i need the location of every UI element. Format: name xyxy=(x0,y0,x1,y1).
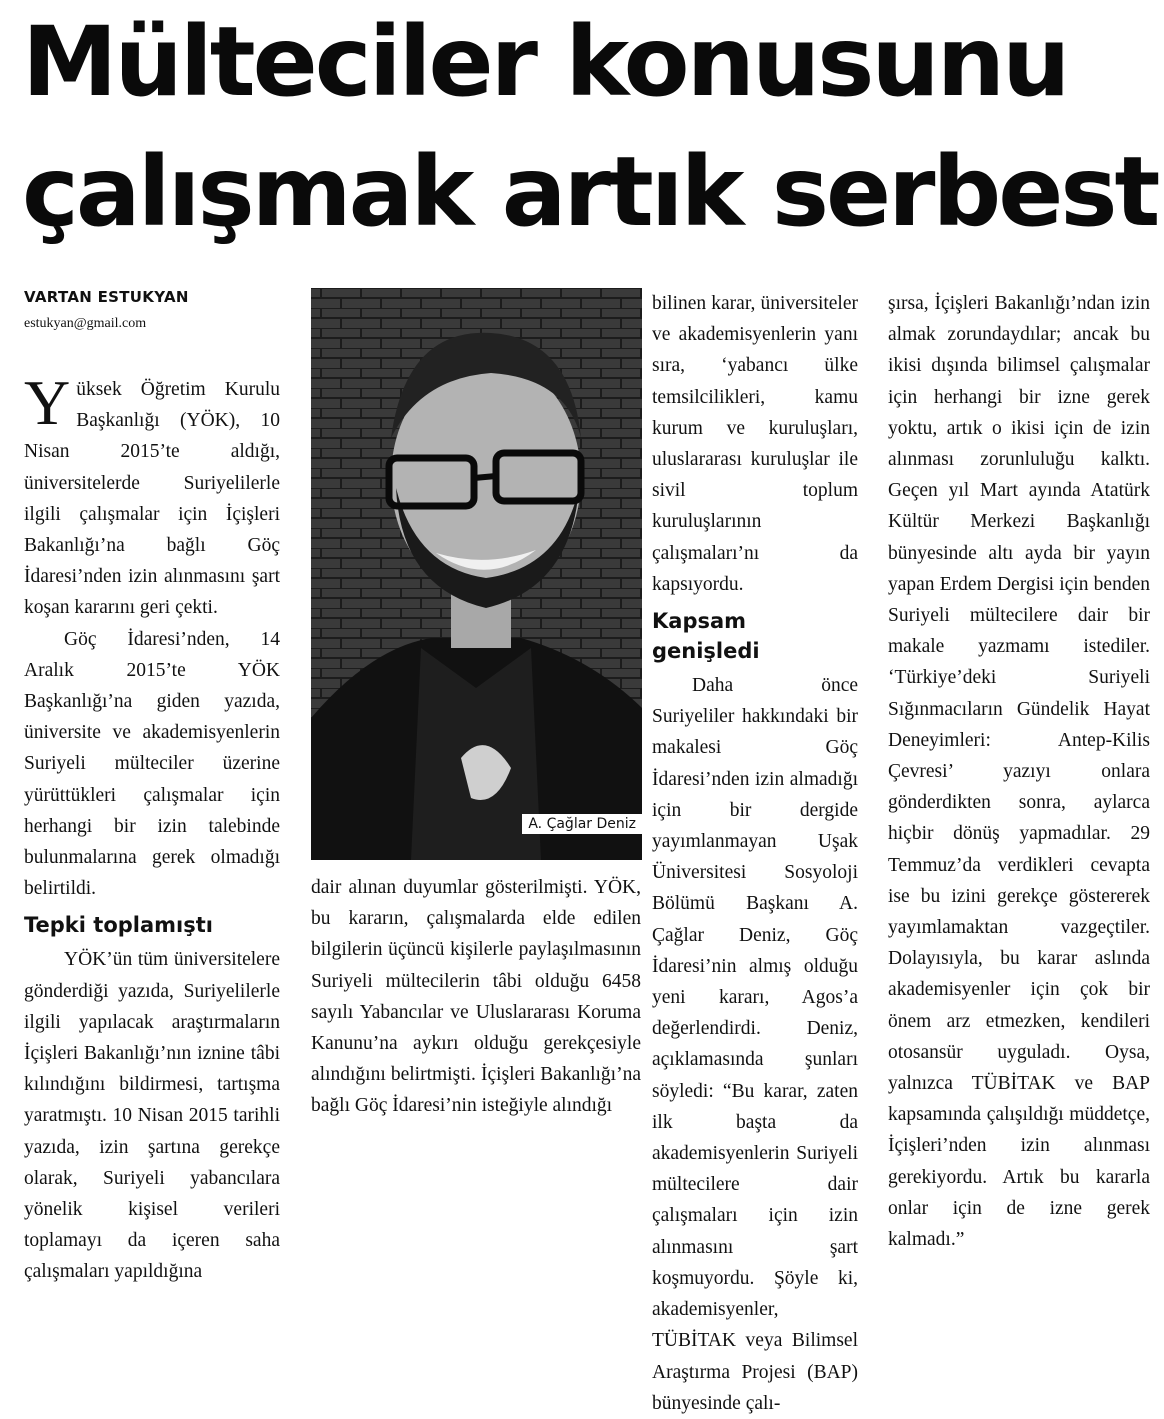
headline-line-1: Mülteciler konusunu xyxy=(22,6,1068,118)
photo-caption: A. Çağlar Deniz xyxy=(522,814,642,834)
article-column-4 xyxy=(888,288,1150,1255)
paragraph: YÖK’ün tüm üniversitelere gönderdiği yazıda, Suriyelilerle ilgili yapılacak araştırmaların İçişleri Bakanlığı’nın iznine tâbi kılındığını bildirmesi, tartışma yaratmıştı. 10 Nisan 2015 tarihli yazıda, izin şartına gerekçe olarak, Suriyeli yabancılara yönelik kişisel verileri toplamayı da içeren saha çalışmaları yapıldığına xyxy=(24,949,280,1283)
portrait-photo xyxy=(311,288,642,860)
drop-cap: Y xyxy=(24,367,71,438)
author-name: VARTAN ESTUKYAN xyxy=(24,288,189,306)
article-column-1 xyxy=(24,367,280,1288)
paragraph-text: üksek Öğretim Kurulu Başkanlığı (YÖK), 10 Nisan 2015’te aldığı, üniversitelerde Suriyelilerle ilgili çalışmalar için İçişleri Bakanlığı’na bağlı Göç İdaresi’nden izin alınmasını şart koşan kararını geri çekti. xyxy=(24,379,280,619)
paragraph: Daha önce Suriyeliler hakkındaki bir makalesi Göç İdaresi’nden izin almadığı için bir dergide yayımlanmayan Uşak Üniversitesi Sosyoloji Bölümü Başkanı A. Çağlar Deniz, Göç İdaresi’nin almış olduğu yeni kararı, Agos’a değerlendirdi. Deniz, açıklamasında şunları söyledi: “Bu karar, zaten ilk başta da akademisyenlerin Suriyeli mültecilere dair çalışmaları için izin alınmasını şart koşmuyordu. Şöyle ki, akademisyenler, TÜBİTAK veya Bilimsel Araştırma Projesi (BAP) bünyesinde çalı- xyxy=(652,675,858,1414)
paragraph: şırsa, İçişleri Bakanlığı’ndan izin almak zorundaydılar; ancak bu ikisi dışında bilimsel çalışmalar için herhangi bir izne gerek yoktu, artık o ikisi için de izin alınması zorunluluğu kalktı. Geçen yıl Mart ayında Atatürk Kültür Merkezi Başkanlığı bünyesinde altı ayda bir yayın yapan Erdem Dergisi için benden Suriyeli mültecilere dair bir makale yazmamı istediler. ‘Türkiye’deki Suriyeli Sığınmacıların Gündelik Hayat Deneyimleri: Antep-Kilis Çevresi’ yazıyı onlara gönderdikten sonra, aylarca hiçbir dönüş yapmadılar. 29 Temmuz’da verdikleri cevapta ise bu izini gerekçe göstererek yayımlamaktan vazgeçtiler. Dolayısıyla, bu karar aslında akademisyenler için çok bir önem arz etmezken, kendileri otosansür uyguladı. Oysa, yalnızca TÜBİTAK ve BAP kapsamında çalışıldığı müddetçe, İçişleri’nden izin alınması gerekiyordu. Artık bu kararla onlar için de izne gerek kalmadı.” xyxy=(888,293,1150,1251)
headline-line-2: çalışmak artık serbest xyxy=(22,136,1158,248)
paragraph: bilinen karar, üniversiteler ve akademisyenlerin yanı sıra, ‘yabancı ülke temsilcilikleri, kamu kurum ve kuruluşları, uluslararası kuruluşlar ile sivil toplum kuruluşlarının çalışmaları’nı da kapsıyordu. xyxy=(652,293,858,595)
subheading-kapsam: Kapsam genişledi xyxy=(652,609,760,664)
paragraph: Göç İdaresi’nden, 14 Aralık 2015’te YÖK Başkanlığı’na giden yazıda, üniversite ve akademisyenlerin Suriyeli mülteciler üzerine yürüttükleri çalışmalar için herhangi bir izin talebinde bulunmalarına gerek olmadığı belirtildi. xyxy=(24,628,280,900)
paragraph: dair alınan duyumlar gösterilmişti. YÖK, bu kararın, çalışmalarda elde edilen bilgilerin üçüncü kişilerle paylaşılmasının Suriyeli mültecilerin tâbi olduğu 6458 sayılı Yabancılar ve Uluslararası Koruma Kanunu’na aykırı olduğu gerekçesiyle alındığını belirtmişti. İçişleri Bakanlığı’na bağlı Göç İdaresi’nin isteğiyle alındığı xyxy=(311,877,641,1117)
portrait-illustration xyxy=(311,288,642,860)
paragraph xyxy=(24,367,280,624)
article-column-3 xyxy=(652,288,858,1419)
subheading-tepki: Tepki toplamıştı xyxy=(24,913,213,938)
author-email: estukyan@gmail.com xyxy=(24,316,147,331)
article-column-2 xyxy=(311,872,641,1122)
